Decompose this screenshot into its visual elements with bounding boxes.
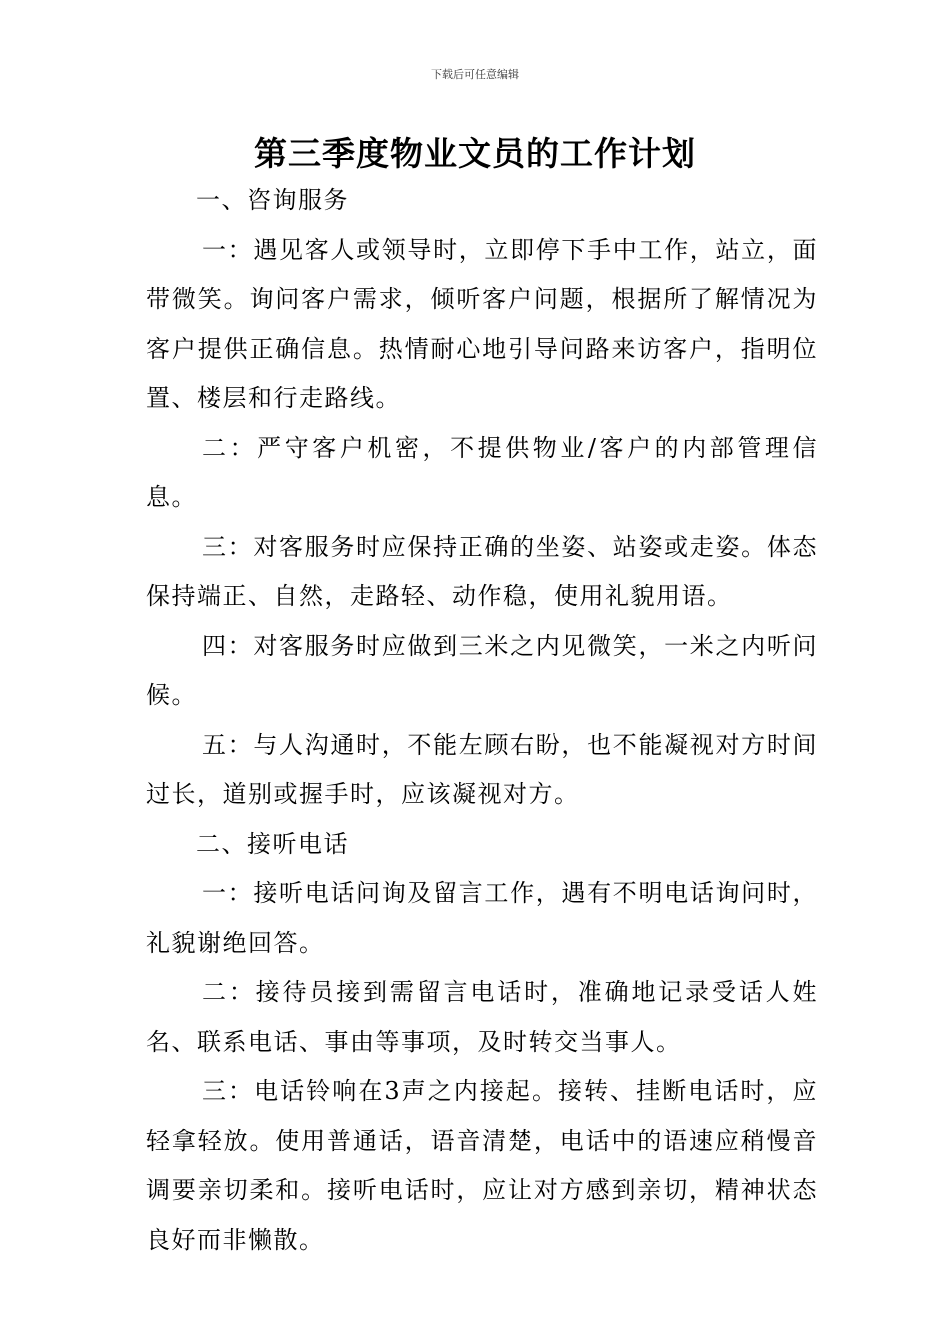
document-title: 第三季度物业文员的工作计划 [254,134,696,173]
paragraph: 二：严守客户机密，不提供物业/客户的内部管理信息。 [146,433,818,511]
header-note: 下载后可任意编辑 [431,68,519,81]
document-body [146,176,818,1265]
paragraph: 四：对客服务时应做到三米之内见微笑，一米之内听问候。 [146,631,818,709]
paragraph: 五：与人沟通时，不能左顾右盼，也不能凝视对方时间过长，道别或握手时，应该凝视对方。 [146,730,818,808]
paragraph: 三：电话铃响在3声之内接起。接转、挂断电话时，应轻拿轻放。使用普通话，语音清楚，电话中的语速应稍慢音调要亲切柔和。接听电话时，应让对方感到亲切，精神状态良好而非懒散。 [146,1077,818,1254]
paragraph: 三：对客服务时应保持正确的坐姿、站姿或走姿。体态保持端正、自然，走路轻、动作稳，使用礼貌用语。 [146,532,818,610]
section-heading-consulting: 一、咨询服务 [196,186,349,214]
paragraph: 一：接听电话问询及留言工作，遇有不明电话询问时，礼貌谢绝回答。 [146,879,818,957]
paragraph: 二：接待员接到需留言电话时，准确地记录受话人姓名、联系电话、事由等事项，及时转交当事人。 [146,978,818,1056]
section-heading-phone: 二、接听电话 [196,829,349,858]
paragraph: 一：遇见客人或领导时，立即停下手中工作，站立，面带微笑。询问客户需求，倾听客户问题，根据所了解情况为客户提供正确信息。热情耐心地引导问路来访客户，指明位置、楼层和行走路线。 [146,235,818,412]
